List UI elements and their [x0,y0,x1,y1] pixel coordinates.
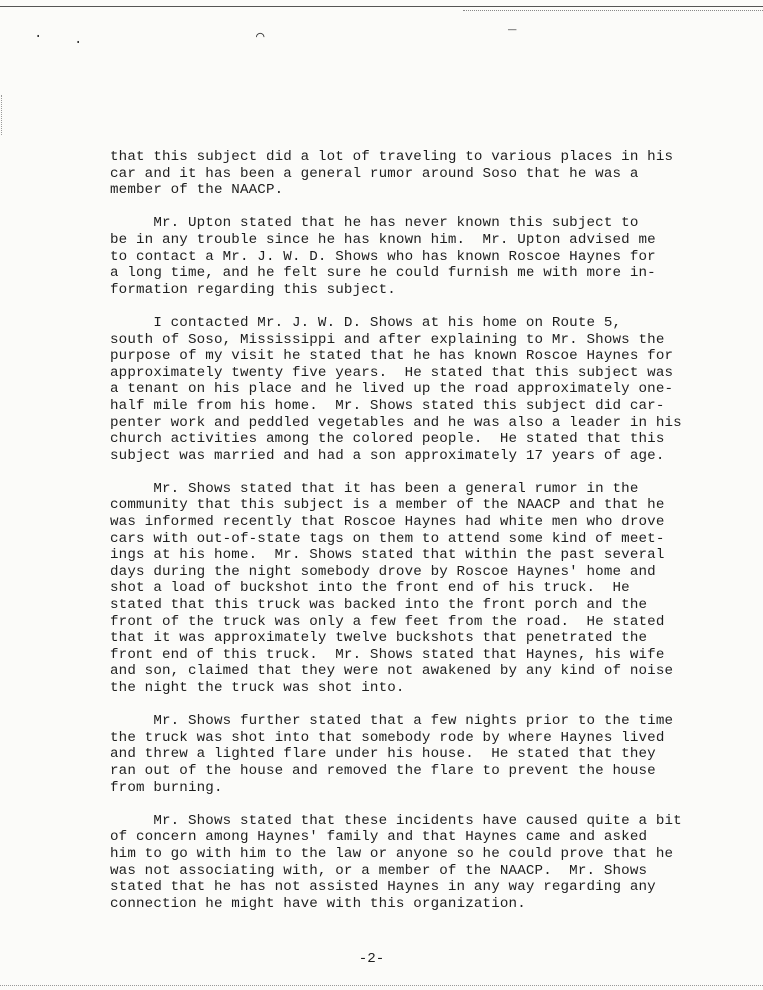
page-number: -2- [358,951,385,967]
text-line: stated that this truck was backed into the front porch and the [110,597,648,614]
left-edge-mark [1,95,3,135]
text-line: community that this subject is a member of the NAACP and that he [110,497,665,514]
text-line: purpose of my visit he stated that he has known Roscoe Haynes for [110,348,674,365]
text-line: the night the truck was shot into. [110,680,405,696]
paragraph [110,149,730,199]
text-line: that this subject did a lot of traveling to various places in his [110,149,674,165]
text-line: to contact a Mr. J. W. D. Shows who has known Roscoe Haynes for [110,248,656,265]
text-line: ings at his home. Mr. Shows stated that within the past several [110,547,665,564]
text-line: front of the truck was only a few feet from the road. He stated [110,613,665,630]
paragraph [110,813,730,913]
text-line: front end of this truck. Mr. Shows stated that Haynes, his wife [110,646,665,663]
paragraph [110,215,730,298]
text-line: cars with out-of-state tags on them to attend some kind of meet- [110,530,665,547]
text-line: Mr. Upton stated that he has never known this subject to [110,215,639,232]
bottom-border-line [0,985,763,987]
text-line: stated that he has not assisted Haynes in any way regarding any [110,879,656,896]
text-line: Mr. Shows stated that it has been a general rumor in the [110,480,639,497]
text-line: penter work and peddled vegetables and he was also a leader in his [110,414,682,431]
paragraph [110,713,730,796]
text-line: days during the night somebody drove by Roscoe Haynes' home and [110,563,656,580]
text-line: Mr. Shows stated that these incidents have caused quite a bit [110,812,682,829]
text-line: him to go with him to the law or anyone so he could prove that he [110,845,674,862]
text-line: half mile from his home. Mr. Shows stated this subject did car- [110,397,665,414]
top-border-dots [463,10,763,12]
text-line: Mr. Shows further stated that a few nights prior to the time [110,713,674,730]
scan-speck: · [34,29,43,45]
text-line: the truck was shot into that somebody rode by where Haynes lived [110,729,665,746]
scan-speck: ⌒ [256,29,265,45]
text-line: be in any trouble since he has known him. Mr. Upton advised me [110,231,656,248]
text-line: ran out of the house and removed the flare to prevent the house [110,762,656,779]
text-line: and son, claimed that they were not awakened by any kind of noise [110,663,674,680]
text-line: car and it has been a general rumor around Soso that he was a [110,165,639,182]
text-line: I contacted Mr. J. W. D. Shows at his home on Route 5, [110,314,622,331]
text-line: was not associating with, or a member of the NAACP. Mr. Shows [110,862,648,879]
top-border-line [0,6,763,7]
text-line: a long time, and he felt sure he could furnish me with more in- [110,265,656,282]
text-line: was informed recently that Roscoe Haynes had white men who drove [110,514,665,531]
scan-speck: ‾ [508,29,517,45]
text-line: south of Soso, Mississippi and after explaining to Mr. Shows the [110,331,665,348]
page-number-container [0,951,763,967]
paragraph [110,481,730,697]
scan-speck: · [74,35,83,51]
text-line: member of the NAACP. [110,182,284,199]
document-body [110,149,730,912]
text-line: shot a load of buckshot into the front end of his truck. He [110,580,630,597]
text-line: from burning. [110,779,223,796]
text-line: a tenant on his place and he lived up the road approximately one- [110,381,674,398]
text-line: of concern among Haynes' family and that Haynes came and asked [110,829,648,846]
text-line: church activities among the colored people. He stated that this [110,431,665,448]
paragraph [110,315,730,464]
text-line: that it was approximately twelve buckshots that penetrated the [110,630,648,647]
text-line: approximately twenty five years. He stated that this subject was [110,364,674,381]
text-line: and threw a lighted flare under his house. He stated that they [110,746,656,763]
text-line: connection he might have with this organization. [110,895,526,912]
text-line: formation regarding this subject. [110,281,396,298]
text-line: subject was married and had a son approximately 17 years of age. [110,447,665,464]
